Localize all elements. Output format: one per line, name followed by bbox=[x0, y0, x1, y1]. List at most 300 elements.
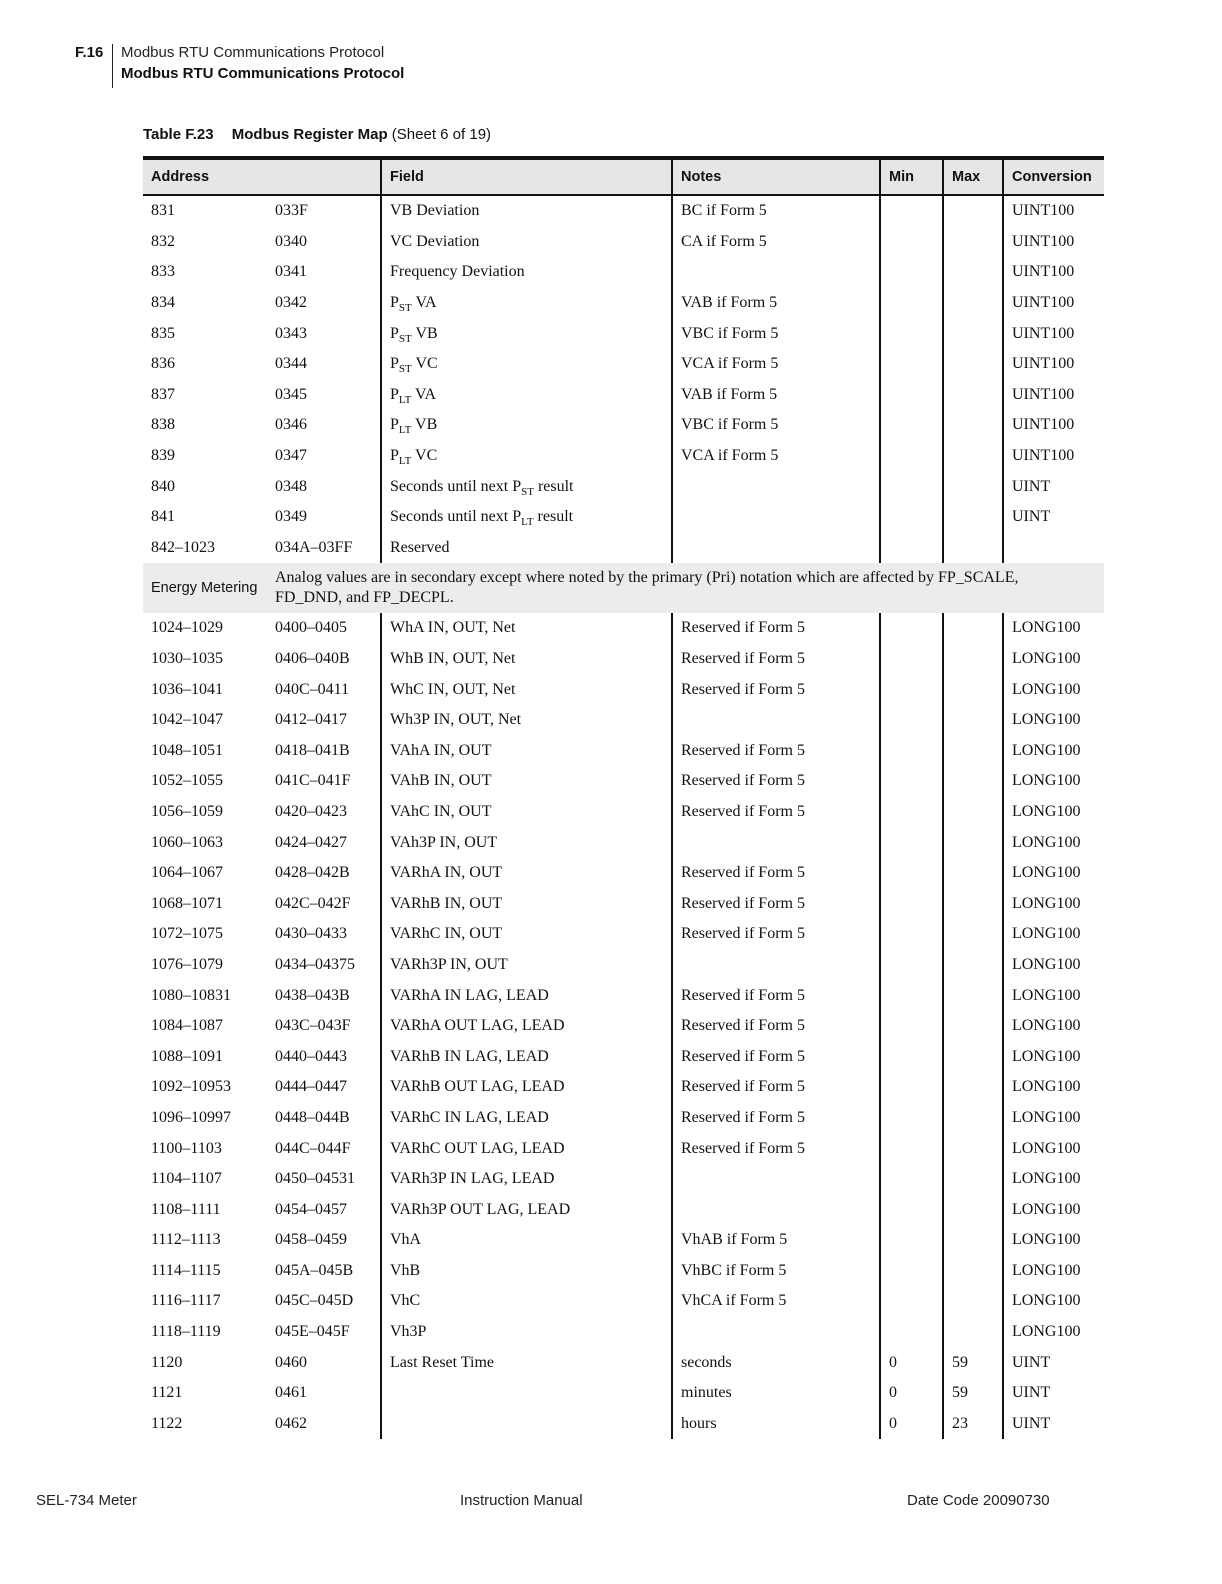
address-decimal: 1072–1075 bbox=[151, 925, 223, 943]
conversion-cell: UINT100 bbox=[1003, 441, 1104, 472]
notes-cell: Reserved if Form 5 bbox=[672, 1011, 880, 1042]
min-cell bbox=[880, 1103, 943, 1134]
address-decimal: 1080–10831 bbox=[151, 986, 231, 1004]
address-decimal: 838 bbox=[151, 416, 175, 434]
address-decimal: 831 bbox=[151, 202, 175, 220]
notes-cell bbox=[672, 827, 880, 858]
min-cell bbox=[880, 257, 943, 288]
address-decimal: 1084–1087 bbox=[151, 1017, 223, 1035]
section-label: Energy Metering bbox=[143, 563, 267, 613]
address-decimal: 1088–1091 bbox=[151, 1047, 223, 1065]
address-decimal: 1112–1113 bbox=[151, 1231, 221, 1249]
address-hex: 042C–042F bbox=[275, 894, 351, 912]
max-cell bbox=[943, 288, 1003, 319]
field-name: Frequency Deviation bbox=[381, 257, 672, 288]
min-cell bbox=[880, 1041, 943, 1072]
max-cell bbox=[943, 410, 1003, 441]
notes-cell: VBC if Form 5 bbox=[672, 410, 880, 441]
notes-cell: Reserved if Form 5 bbox=[672, 888, 880, 919]
field-text-suffix: VA bbox=[411, 385, 437, 403]
page-header bbox=[0, 42, 1222, 92]
address-hex: 0440–0443 bbox=[275, 1047, 347, 1065]
min-cell bbox=[880, 1011, 943, 1042]
address-decimal: 1092–10953 bbox=[151, 1078, 231, 1096]
notes-cell: hours bbox=[672, 1409, 880, 1440]
address-decimal: 1024–1029 bbox=[151, 619, 223, 637]
min-cell bbox=[880, 1256, 943, 1287]
address-decimal: 840 bbox=[151, 477, 175, 495]
field-text-suffix: result bbox=[533, 477, 574, 495]
conversion-cell: LONG100 bbox=[1003, 1011, 1104, 1042]
chapter-title: Modbus RTU Communications Protocol bbox=[121, 44, 385, 61]
address-decimal: 1118–1119 bbox=[151, 1323, 221, 1341]
min-cell bbox=[880, 195, 943, 227]
notes-cell: Reserved if Form 5 bbox=[672, 674, 880, 705]
table-row bbox=[143, 441, 1104, 472]
field-name: WhB IN, OUT, Net bbox=[381, 644, 672, 675]
section-title: Modbus RTU Communications Protocol bbox=[121, 65, 405, 82]
conversion-cell: UINT100 bbox=[1003, 410, 1104, 441]
address-hex: 0341 bbox=[275, 263, 307, 281]
max-cell: 59 bbox=[943, 1347, 1003, 1378]
notes-cell: VAB if Form 5 bbox=[672, 288, 880, 319]
notes-cell bbox=[672, 533, 880, 564]
field-text: Seconds until next P bbox=[390, 477, 522, 495]
address-decimal: 1042–1047 bbox=[151, 711, 223, 729]
address-decimal: 1064–1067 bbox=[151, 864, 223, 882]
footer-date-code: Date Code 20090730 bbox=[907, 1492, 1050, 1509]
max-cell bbox=[943, 1133, 1003, 1164]
max-cell bbox=[943, 827, 1003, 858]
header-divider bbox=[112, 44, 113, 88]
conversion-cell: LONG100 bbox=[1003, 674, 1104, 705]
table-row bbox=[143, 827, 1104, 858]
min-cell bbox=[880, 888, 943, 919]
min-cell bbox=[880, 380, 943, 411]
conversion-cell: LONG100 bbox=[1003, 705, 1104, 736]
address-decimal: 1114–1115 bbox=[151, 1261, 221, 1279]
footer-product: SEL-734 Meter bbox=[36, 1492, 137, 1509]
max-cell bbox=[943, 1194, 1003, 1225]
table-row bbox=[143, 980, 1104, 1011]
field-name: VAhB IN, OUT bbox=[381, 766, 672, 797]
field-name: VAh3P IN, OUT bbox=[381, 827, 672, 858]
conversion-cell: LONG100 bbox=[1003, 1164, 1104, 1195]
min-cell bbox=[880, 318, 943, 349]
field-name: WhA IN, OUT, Net bbox=[381, 613, 672, 644]
address-hex: 0348 bbox=[275, 477, 307, 495]
field-name: VhC bbox=[381, 1286, 672, 1317]
min-cell: 0 bbox=[880, 1409, 943, 1440]
field-subscript: LT bbox=[398, 424, 412, 437]
address-decimal: 833 bbox=[151, 263, 175, 281]
table-row bbox=[143, 288, 1104, 319]
address-hex: 0347 bbox=[275, 447, 307, 465]
field-subscript: ST bbox=[521, 485, 534, 498]
address-decimal: 1104–1107 bbox=[151, 1170, 222, 1188]
conversion-cell: LONG100 bbox=[1003, 736, 1104, 767]
notes-cell: VAB if Form 5 bbox=[672, 380, 880, 411]
conversion-cell: UINT100 bbox=[1003, 257, 1104, 288]
address-hex: 034A–03FF bbox=[275, 538, 353, 556]
field-subscript: LT bbox=[521, 516, 534, 529]
max-cell bbox=[943, 766, 1003, 797]
min-cell bbox=[880, 1164, 943, 1195]
conversion-cell: LONG100 bbox=[1003, 644, 1104, 675]
notes-cell: Reserved if Form 5 bbox=[672, 1041, 880, 1072]
min-cell bbox=[880, 471, 943, 502]
notes-cell: seconds bbox=[672, 1347, 880, 1378]
table-row bbox=[143, 919, 1104, 950]
conversion-cell: UINT100 bbox=[1003, 227, 1104, 258]
min-cell bbox=[880, 1317, 943, 1348]
min-cell bbox=[880, 1194, 943, 1225]
conversion-cell: LONG100 bbox=[1003, 858, 1104, 889]
notes-cell: VhBC if Form 5 bbox=[672, 1256, 880, 1287]
notes-cell bbox=[672, 950, 880, 981]
max-cell bbox=[943, 1225, 1003, 1256]
table-row bbox=[143, 349, 1104, 380]
notes-cell bbox=[672, 1164, 880, 1195]
table-row bbox=[143, 195, 1104, 227]
field-name: WhC IN, OUT, Net bbox=[381, 674, 672, 705]
max-cell bbox=[943, 502, 1003, 533]
address-hex: 0458–0459 bbox=[275, 1231, 347, 1249]
field-name: VARhC IN, OUT bbox=[381, 919, 672, 950]
address-hex: 0406–040B bbox=[275, 650, 350, 668]
table-row bbox=[143, 1286, 1104, 1317]
conversion-cell: UINT bbox=[1003, 471, 1104, 502]
conversion-cell: LONG100 bbox=[1003, 1225, 1104, 1256]
notes-cell: Reserved if Form 5 bbox=[672, 1103, 880, 1134]
field-text-suffix: VC bbox=[411, 447, 438, 465]
table-row bbox=[143, 1225, 1104, 1256]
address-decimal: 1052–1055 bbox=[151, 772, 223, 790]
address-hex: 0349 bbox=[275, 508, 307, 526]
table-row bbox=[143, 533, 1104, 564]
address-decimal: 836 bbox=[151, 355, 175, 373]
max-cell bbox=[943, 919, 1003, 950]
address-hex: 0418–041B bbox=[275, 741, 350, 759]
page-number: F.16 bbox=[75, 44, 104, 61]
address-hex: 0450–04531 bbox=[275, 1170, 355, 1188]
field-text: P bbox=[390, 416, 399, 434]
field-name: Reserved bbox=[381, 533, 672, 564]
min-cell bbox=[880, 1072, 943, 1103]
table-row bbox=[143, 1041, 1104, 1072]
conversion-cell: LONG100 bbox=[1003, 766, 1104, 797]
notes-cell: Reserved if Form 5 bbox=[672, 766, 880, 797]
table-row bbox=[143, 1164, 1104, 1195]
table-body-energy bbox=[143, 613, 1104, 1439]
address-hex: 0342 bbox=[275, 294, 307, 312]
field-text-suffix: VA bbox=[411, 294, 437, 312]
address-decimal: 1100–1103 bbox=[151, 1139, 222, 1157]
field-subscript: ST bbox=[398, 332, 412, 345]
field-name bbox=[381, 288, 672, 319]
min-cell bbox=[880, 705, 943, 736]
max-cell bbox=[943, 980, 1003, 1011]
page-footer bbox=[0, 1492, 1222, 1514]
conversion-cell: LONG100 bbox=[1003, 827, 1104, 858]
field-text: P bbox=[390, 385, 399, 403]
address-hex: 033F bbox=[275, 202, 308, 220]
field-name: Vh3P bbox=[381, 1317, 672, 1348]
field-text-suffix: VC bbox=[411, 355, 438, 373]
min-cell bbox=[880, 858, 943, 889]
notes-cell: Reserved if Form 5 bbox=[672, 644, 880, 675]
address-hex: 0343 bbox=[275, 324, 307, 342]
table-section-energy bbox=[143, 563, 1104, 613]
field-name: VhB bbox=[381, 1256, 672, 1287]
max-cell bbox=[943, 797, 1003, 828]
max-cell bbox=[943, 1164, 1003, 1195]
address-decimal: 1122 bbox=[151, 1414, 183, 1432]
table-row bbox=[143, 471, 1104, 502]
table-row bbox=[143, 318, 1104, 349]
address-hex: 044C–044F bbox=[275, 1139, 351, 1157]
notes-cell: Reserved if Form 5 bbox=[672, 858, 880, 889]
min-cell bbox=[880, 674, 943, 705]
address-hex: 0461 bbox=[275, 1384, 307, 1402]
field-text-suffix: VB bbox=[411, 416, 438, 434]
min-cell bbox=[880, 827, 943, 858]
min-cell bbox=[880, 919, 943, 950]
notes-cell: VhAB if Form 5 bbox=[672, 1225, 880, 1256]
table-row bbox=[143, 257, 1104, 288]
max-cell bbox=[943, 1256, 1003, 1287]
table-row bbox=[143, 644, 1104, 675]
max-cell bbox=[943, 1041, 1003, 1072]
conversion-cell: LONG100 bbox=[1003, 1133, 1104, 1164]
notes-cell: Reserved if Form 5 bbox=[672, 1072, 880, 1103]
min-cell bbox=[880, 441, 943, 472]
field-name bbox=[381, 502, 672, 533]
min-cell bbox=[880, 410, 943, 441]
footer-manual: Instruction Manual bbox=[460, 1492, 583, 1509]
notes-cell: Reserved if Form 5 bbox=[672, 797, 880, 828]
notes-cell: Reserved if Form 5 bbox=[672, 1133, 880, 1164]
field-name bbox=[381, 441, 672, 472]
field-text: P bbox=[390, 294, 399, 312]
address-hex: 0420–0423 bbox=[275, 802, 347, 820]
table-header-row bbox=[143, 158, 1104, 195]
col-header-min: Min bbox=[880, 158, 943, 195]
notes-cell bbox=[672, 502, 880, 533]
table-row bbox=[143, 1072, 1104, 1103]
field-text-suffix: VB bbox=[411, 324, 438, 342]
notes-cell bbox=[672, 1194, 880, 1225]
address-hex: 043C–043F bbox=[275, 1017, 351, 1035]
field-subscript: ST bbox=[398, 363, 412, 376]
address-decimal: 835 bbox=[151, 324, 175, 342]
field-name: VARhA OUT LAG, LEAD bbox=[381, 1011, 672, 1042]
notes-cell: minutes bbox=[672, 1378, 880, 1409]
min-cell bbox=[880, 533, 943, 564]
min-cell: 0 bbox=[880, 1378, 943, 1409]
field-name bbox=[381, 349, 672, 380]
conversion-cell: UINT bbox=[1003, 1378, 1104, 1409]
max-cell bbox=[943, 349, 1003, 380]
table-row bbox=[143, 1378, 1104, 1409]
address-hex: 040C–0411 bbox=[275, 680, 350, 698]
address-decimal: 1048–1051 bbox=[151, 741, 223, 759]
address-hex: 0428–042B bbox=[275, 864, 350, 882]
address-decimal: 1121 bbox=[151, 1384, 183, 1402]
field-name: VARhB IN, OUT bbox=[381, 888, 672, 919]
conversion-cell: LONG100 bbox=[1003, 1041, 1104, 1072]
max-cell bbox=[943, 858, 1003, 889]
min-cell bbox=[880, 1133, 943, 1164]
min-cell: 0 bbox=[880, 1347, 943, 1378]
notes-cell: BC if Form 5 bbox=[672, 195, 880, 227]
max-cell bbox=[943, 533, 1003, 564]
field-text: Seconds until next P bbox=[390, 508, 522, 526]
field-name bbox=[381, 380, 672, 411]
table-row bbox=[143, 950, 1104, 981]
max-cell bbox=[943, 736, 1003, 767]
field-text-suffix: result bbox=[533, 508, 574, 526]
field-name: VARhC IN LAG, LEAD bbox=[381, 1103, 672, 1134]
conversion-cell: LONG100 bbox=[1003, 888, 1104, 919]
address-hex: 0400–0405 bbox=[275, 619, 347, 637]
table-row bbox=[143, 1317, 1104, 1348]
address-decimal: 832 bbox=[151, 232, 175, 250]
notes-cell: CA if Form 5 bbox=[672, 227, 880, 258]
field-name: Last Reset Time bbox=[381, 1347, 672, 1378]
conversion-cell: UINT100 bbox=[1003, 288, 1104, 319]
max-cell: 59 bbox=[943, 1378, 1003, 1409]
min-cell bbox=[880, 613, 943, 644]
max-cell bbox=[943, 441, 1003, 472]
address-decimal: 1068–1071 bbox=[151, 894, 223, 912]
field-name: VARh3P IN, OUT bbox=[381, 950, 672, 981]
max-cell bbox=[943, 471, 1003, 502]
table-row bbox=[143, 1194, 1104, 1225]
field-text: P bbox=[390, 324, 399, 342]
col-header-field: Field bbox=[381, 158, 672, 195]
address-decimal: 837 bbox=[151, 385, 175, 403]
conversion-cell: UINT bbox=[1003, 1409, 1104, 1440]
address-decimal: 1120 bbox=[151, 1353, 183, 1371]
field-name: VARhB OUT LAG, LEAD bbox=[381, 1072, 672, 1103]
address-hex: 0454–0457 bbox=[275, 1200, 347, 1218]
field-name: VARhA IN, OUT bbox=[381, 858, 672, 889]
col-header-notes: Notes bbox=[672, 158, 880, 195]
conversion-cell: UINT100 bbox=[1003, 380, 1104, 411]
conversion-cell: LONG100 bbox=[1003, 1103, 1104, 1134]
field-name: VARhA IN LAG, LEAD bbox=[381, 980, 672, 1011]
table-row bbox=[143, 1256, 1104, 1287]
table-row bbox=[143, 1103, 1104, 1134]
table-row bbox=[143, 674, 1104, 705]
max-cell bbox=[943, 644, 1003, 675]
min-cell bbox=[880, 349, 943, 380]
address-hex: 0448–044B bbox=[275, 1108, 350, 1126]
notes-cell bbox=[672, 257, 880, 288]
field-name: VC Deviation bbox=[381, 227, 672, 258]
field-name: VARh3P OUT LAG, LEAD bbox=[381, 1194, 672, 1225]
conversion-cell: LONG100 bbox=[1003, 797, 1104, 828]
address-decimal: 839 bbox=[151, 447, 175, 465]
max-cell bbox=[943, 257, 1003, 288]
address-decimal: 1096–10997 bbox=[151, 1108, 231, 1126]
address-hex: 0346 bbox=[275, 416, 307, 434]
address-hex: 0424–0427 bbox=[275, 833, 347, 851]
min-cell bbox=[880, 1286, 943, 1317]
table-row bbox=[143, 1347, 1104, 1378]
field-name: VhA bbox=[381, 1225, 672, 1256]
address-decimal: 842–1023 bbox=[151, 538, 215, 556]
conversion-cell bbox=[1003, 533, 1104, 564]
min-cell bbox=[880, 980, 943, 1011]
conversion-cell: LONG100 bbox=[1003, 919, 1104, 950]
min-cell bbox=[880, 950, 943, 981]
address-hex: 0340 bbox=[275, 232, 307, 250]
field-subscript: LT bbox=[398, 393, 412, 406]
conversion-cell: LONG100 bbox=[1003, 1194, 1104, 1225]
min-cell bbox=[880, 1225, 943, 1256]
max-cell bbox=[943, 227, 1003, 258]
field-subscript: LT bbox=[398, 455, 412, 468]
max-cell bbox=[943, 1317, 1003, 1348]
notes-cell: VCA if Form 5 bbox=[672, 349, 880, 380]
field-name: VARh3P IN LAG, LEAD bbox=[381, 1164, 672, 1195]
conversion-cell: LONG100 bbox=[1003, 950, 1104, 981]
field-name: VAhC IN, OUT bbox=[381, 797, 672, 828]
address-decimal: 841 bbox=[151, 508, 175, 526]
table-row bbox=[143, 613, 1104, 644]
table-row bbox=[143, 858, 1104, 889]
max-cell bbox=[943, 1286, 1003, 1317]
table-row bbox=[143, 502, 1104, 533]
field-name: Wh3P IN, OUT, Net bbox=[381, 705, 672, 736]
address-hex: 0444–0447 bbox=[275, 1078, 347, 1096]
col-header-max: Max bbox=[943, 158, 1003, 195]
table-title: Modbus Register Map bbox=[231, 126, 388, 143]
notes-cell: Reserved if Form 5 bbox=[672, 613, 880, 644]
min-cell bbox=[880, 227, 943, 258]
notes-cell: VBC if Form 5 bbox=[672, 318, 880, 349]
notes-cell: VhCA if Form 5 bbox=[672, 1286, 880, 1317]
max-cell bbox=[943, 1011, 1003, 1042]
modbus-register-table bbox=[143, 156, 1104, 1439]
address-decimal: 1036–1041 bbox=[151, 680, 223, 698]
address-hex: 0412–0417 bbox=[275, 711, 347, 729]
conversion-cell: LONG100 bbox=[1003, 980, 1104, 1011]
field-text: P bbox=[390, 447, 399, 465]
max-cell bbox=[943, 195, 1003, 227]
address-hex: 045A–045B bbox=[275, 1261, 354, 1279]
address-hex: 045E–045F bbox=[275, 1323, 350, 1341]
col-header-address: Address bbox=[143, 158, 381, 195]
table-row bbox=[143, 1011, 1104, 1042]
address-decimal: 1108–1111 bbox=[151, 1200, 221, 1218]
table-row bbox=[143, 380, 1104, 411]
min-cell bbox=[880, 766, 943, 797]
section-row-energy-metering bbox=[143, 563, 1104, 613]
notes-cell: Reserved if Form 5 bbox=[672, 736, 880, 767]
conversion-cell: LONG100 bbox=[1003, 613, 1104, 644]
max-cell bbox=[943, 950, 1003, 981]
min-cell bbox=[880, 797, 943, 828]
table-row bbox=[143, 410, 1104, 441]
address-hex: 045C–045D bbox=[275, 1292, 354, 1310]
table-row bbox=[143, 736, 1104, 767]
address-decimal: 1056–1059 bbox=[151, 802, 223, 820]
table-row bbox=[143, 227, 1104, 258]
notes-cell: Reserved if Form 5 bbox=[672, 980, 880, 1011]
